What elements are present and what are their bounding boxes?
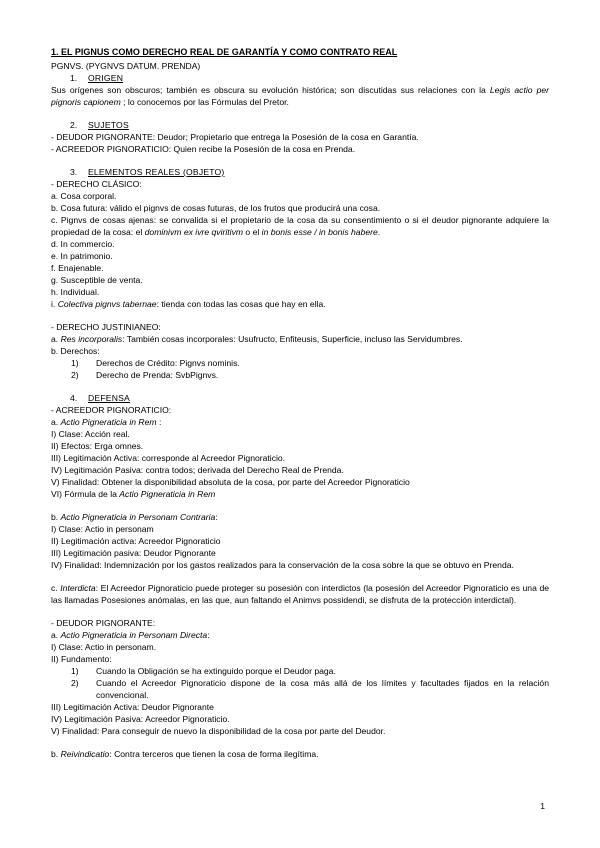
italic-term: Reivindicatio bbox=[60, 749, 110, 759]
list-item: I) Clase: Actio in personam. bbox=[51, 642, 157, 652]
italic-term: Interdicta bbox=[60, 583, 96, 593]
section-label: SUJETOS bbox=[88, 120, 129, 130]
list-item bbox=[51, 298, 549, 310]
text-run: o el bbox=[243, 227, 262, 237]
section-number: 1. bbox=[70, 73, 78, 83]
derecho-clasico-heading: - DERECHO CLÁSICO: bbox=[51, 179, 142, 189]
list-item bbox=[51, 333, 549, 345]
list-item bbox=[51, 416, 549, 428]
document-page bbox=[51, 46, 549, 760]
italic-term: in bonis esse / in bonis habere bbox=[261, 227, 378, 237]
italic-term: Colectiva pignvs tabernae bbox=[57, 299, 157, 309]
list-item bbox=[51, 511, 549, 523]
list-item bbox=[51, 748, 549, 760]
text-run: b. bbox=[51, 749, 61, 759]
numbered-list bbox=[51, 357, 549, 381]
numbered-item bbox=[71, 677, 549, 701]
item-text: Cuando el Acreedor Pignoraticio dispone de la cosa más allá de los límites y facultades fijados en la relación convencional. bbox=[96, 678, 549, 700]
list-item: a. Cosa corporal. bbox=[51, 191, 117, 201]
sujetos-deudor: - DEUDOR PIGNORANTE: Deudor; Propietario que entrega la Posesión de la cosa en Garantía. bbox=[51, 132, 419, 142]
text-run: c. bbox=[51, 583, 61, 593]
list-item bbox=[51, 214, 549, 238]
text-run: ; lo conocemos por las Fórmulas del Pretor. bbox=[120, 97, 289, 107]
document-subtitle: PGNVS. (PYGNVS DATUM. PRENDA) bbox=[51, 61, 201, 71]
text-run: : bbox=[156, 417, 162, 427]
list-item: III) Legitimación Activa: Deudor Pignorante bbox=[51, 702, 214, 712]
list-item: I) Clase: Acción real. bbox=[51, 429, 130, 439]
list-item: V) Finalidad: Para conseguir de nuevo la disponibilidad de la cosa por parte del Deudor. bbox=[51, 726, 386, 736]
list-item: III) Legitimación pasiva: Deudor Pignorante bbox=[51, 548, 216, 558]
section-defensa-heading bbox=[51, 392, 549, 404]
origen-paragraph bbox=[51, 84, 549, 108]
list-item: b. Cosa futura: válido el pignvs de cosas futuras, de los frutos que producirá una cosa. bbox=[51, 203, 381, 213]
section-origen-heading bbox=[51, 72, 549, 84]
list-item: b. Derechos: bbox=[51, 346, 100, 356]
text-run: a. bbox=[51, 630, 61, 640]
list-item: d. In commercio. bbox=[51, 239, 115, 249]
section-number: 2. bbox=[70, 120, 78, 130]
numbered-item bbox=[71, 665, 549, 677]
item-number: 2) bbox=[71, 370, 79, 380]
italic-term: Actio Pigneraticia in Rem bbox=[119, 489, 216, 499]
item-text: Cuando la Obligación se ha extinguido porque el Deudor paga. bbox=[96, 666, 336, 676]
text-run: : bbox=[207, 630, 210, 640]
acreedor-heading: - ACREEDOR PIGNORATICIO: bbox=[51, 405, 172, 415]
section-label: DEFENSA bbox=[88, 393, 130, 403]
list-item bbox=[51, 582, 549, 606]
list-item: V) Finalidad: Obtener la disponibilidad absoluta de la cosa, por parte del Acreedor Pignoraticio bbox=[51, 477, 410, 487]
text-run: Sus orígenes son obscuros; también es obscura su evolución histórica; son discutidas sus relaciones con la bbox=[51, 85, 490, 95]
text-run: : Contra terceros que tienen la cosa de forma ilegítima. bbox=[109, 749, 319, 759]
text-run: : También cosas incorporales: Usufructo, Enfiteusis, Superficie, incluso las Servidumbres. bbox=[122, 334, 463, 344]
italic-term: Actio Pigneraticia in Rem bbox=[60, 417, 157, 427]
text-run: VI) Fórmula de la bbox=[51, 489, 120, 499]
text-run: i. bbox=[51, 299, 58, 309]
italic-term: Legis actio per pignoris capionem bbox=[51, 85, 549, 107]
section-number: 4. bbox=[70, 393, 78, 403]
sujetos-acreedor: - ACREEDOR PIGNORATICIO: Quien recibe la Posesión de la cosa en Prenda. bbox=[51, 144, 356, 154]
section-sujetos-heading bbox=[51, 119, 549, 131]
list-item: II) Fundamento: bbox=[51, 654, 112, 664]
deudor-heading: - DEUDOR PIGNORANTE: bbox=[51, 618, 156, 628]
section-label: ORIGEN bbox=[88, 73, 124, 83]
list-item bbox=[51, 488, 549, 500]
text-run: . bbox=[377, 227, 381, 237]
item-number: 1) bbox=[71, 666, 79, 676]
derecho-justinianeo-heading: - DERECHO JUSTINIANEO: bbox=[51, 322, 161, 332]
italic-term: Actio Pigneraticia in Personam Contraria bbox=[60, 512, 216, 522]
section-label: ELEMENTOS REALES (OBJETO) bbox=[88, 167, 225, 177]
list-item: III) Legitimación Activa: corresponde al Acreedor Pignoraticio. bbox=[51, 453, 286, 463]
page-number: 1 bbox=[540, 801, 545, 811]
text-run: : tienda con todas las cosas que hay en ella. bbox=[156, 299, 326, 309]
section-elementos-heading bbox=[51, 166, 549, 178]
list-item bbox=[51, 629, 549, 641]
italic-term: dominivm ex ivre qviritivm bbox=[144, 227, 244, 237]
item-number: 1) bbox=[71, 358, 79, 368]
list-item: f. Enajenable. bbox=[51, 263, 104, 273]
list-item: IV) Legitimación Pasiva: contra todos; derivada del Derecho Real de Prenda. bbox=[51, 465, 344, 475]
section-number: 3. bbox=[70, 167, 78, 177]
list-item: II) Efectos: Erga omnes. bbox=[51, 441, 144, 451]
list-item: IV) Finalidad: Indemnización por los gastos realizados para la conservación de la cosa sobre la que se obtuvo en Prenda. bbox=[51, 560, 514, 570]
text-run: : bbox=[215, 512, 218, 522]
list-item: II) Legitimación activa: Acreedor Pignoraticio bbox=[51, 536, 221, 546]
italic-term: Actio Pigneraticia in Personam Directa bbox=[60, 630, 208, 640]
list-item: IV) Legitimación Pasiva: Acreedor Pignoraticio. bbox=[51, 714, 230, 724]
text-run: a. bbox=[51, 417, 61, 427]
list-item: e. In patrimonio. bbox=[51, 251, 113, 261]
item-text: Derechos de Crédito: Pignvs nominis. bbox=[96, 358, 240, 368]
item-text: Derecho de Prenda: SvbPignvs. bbox=[96, 370, 219, 380]
list-item: h. Individual. bbox=[51, 287, 100, 297]
list-item: I) Clase: Actio in personam bbox=[51, 524, 154, 534]
item-number: 2) bbox=[71, 678, 79, 688]
text-run: c. Pignvs de cosas ajenas: se convalida si el propietario de la cosa da su consentimiento o si el deudor pignorante adquiere la propiedad de la cosa: el bbox=[51, 215, 549, 237]
numbered-item bbox=[71, 357, 549, 369]
text-run: b. bbox=[51, 512, 61, 522]
numbered-item bbox=[71, 369, 549, 381]
text-run: a. bbox=[51, 334, 61, 344]
numbered-list bbox=[51, 665, 549, 701]
document-title: 1. EL PIGNUS COMO DERECHO REAL DE GARANTÍA Y COMO CONTRATO REAL bbox=[51, 47, 398, 57]
italic-term: Res incorporalis bbox=[60, 334, 123, 344]
text-run: : El Acreedor Pignoraticio puede proteger su posesión con interdictos (la posesión del Acreedor Pignoraticio es una de las llamadas Posesiones anómalas, en las que, aun faltando el Animvs possidendi, se disfruta de la protección interdictal). bbox=[51, 583, 550, 605]
list-item: g. Susceptible de venta. bbox=[51, 275, 143, 285]
